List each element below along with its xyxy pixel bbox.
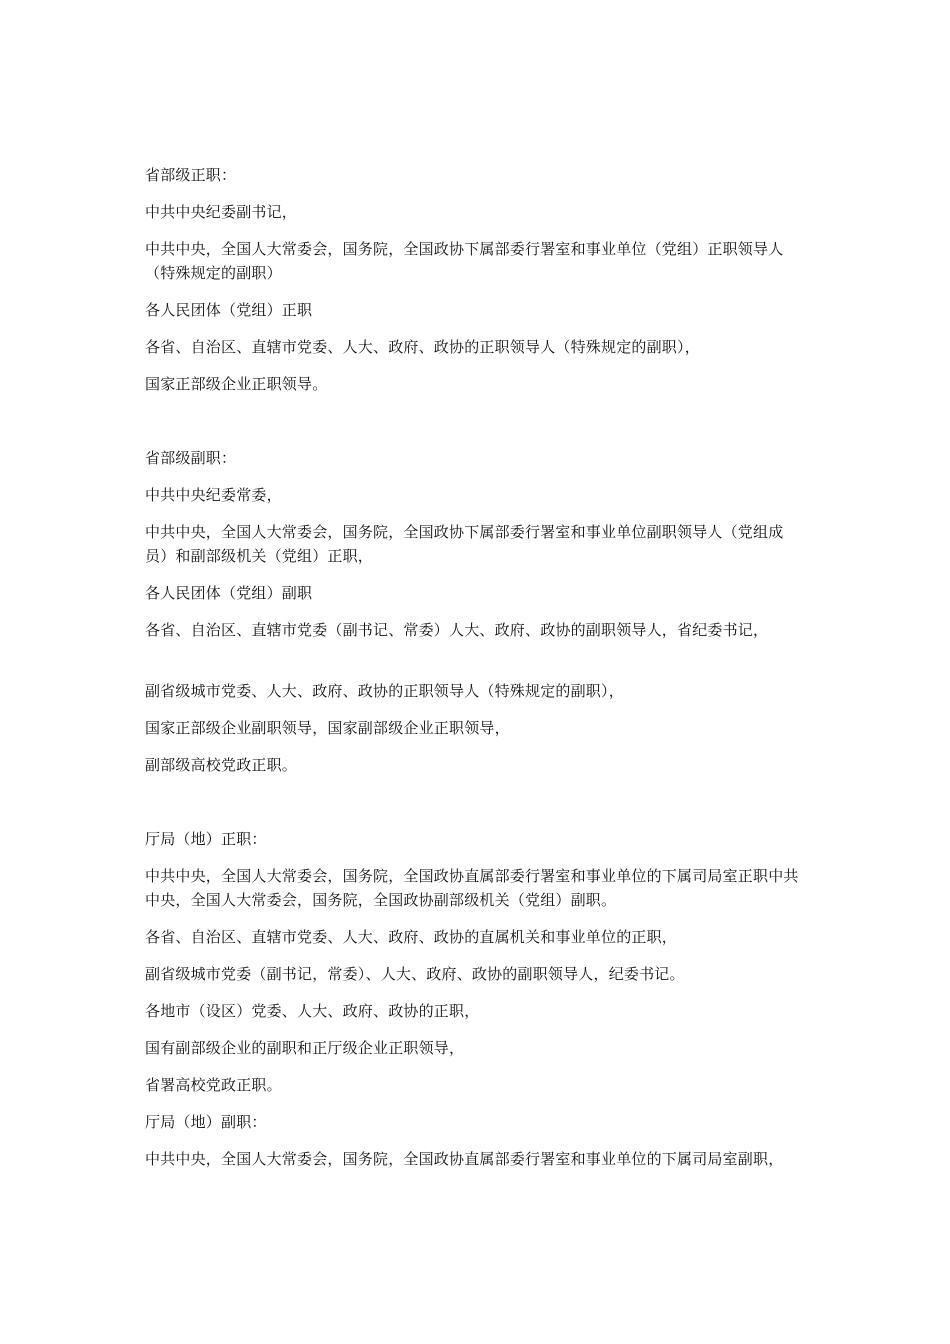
section-heading-bureau-principal: 厅局（地）正职：	[145, 830, 267, 848]
paragraph: 国有副部级企业的副职和正厅级企业正职领导，	[145, 1039, 465, 1057]
paragraph: 国家正部级企业正职领导。	[145, 375, 328, 393]
paragraph: 省署高校党政正职。	[145, 1076, 282, 1094]
paragraph: 中共中央，全国人大常委会，国务院，全国政协下属部委行署室和事业单位（党组）正职领导人（特殊规定的副职）	[145, 240, 784, 282]
paragraph: 各省、自治区、直辖市党委（副书记、常委）人大、政府、政协的副职领导人，省纪委书记，	[145, 621, 769, 639]
paragraph: 中共中央纪委常委，	[145, 486, 282, 504]
section-heading-ministerial-deputy: 省部级副职：	[145, 449, 237, 467]
section-heading-ministerial-principal: 省部级正职：	[145, 166, 237, 184]
paragraph: 各省、自治区、直辖市党委、人大、政府、政协的直属机关和事业单位的正职，	[145, 928, 678, 946]
paragraph: 国家正部级企业副职领导，国家副部级企业正职领导，	[145, 719, 510, 737]
paragraph: 副省级城市党委（副书记，常委）、人大、政府、政协的副职领导人，纪委书记。	[145, 965, 685, 983]
paragraph: 各地市（设区）党委、人大、政府、政协的正职，	[145, 1002, 480, 1020]
paragraph: 中共中央，全国人大常委会，国务院，全国政协下属部委行署室和事业单位副职领导人（党组成员）和副部级机关（党组）正职，	[145, 523, 784, 565]
paragraph: 中共中央，全国人大常委会，国务院，全国政协直属部委行署室和事业单位的下属司局室副职，	[145, 1150, 784, 1168]
paragraph: 各省、自治区、直辖市党委、人大、政府、政协的正职领导人（特殊规定的副职），	[145, 338, 700, 356]
paragraph: 副省级城市党委、人大、政府、政协的正职领导人（特殊规定的副职），	[145, 682, 624, 700]
paragraph: 中共中央纪委副书记，	[145, 203, 298, 221]
paragraph: 各人民团体（党组）副职	[145, 584, 313, 602]
paragraph: 副部级高校党政正职。	[145, 756, 298, 774]
section-heading-bureau-deputy: 厅局（地）副职：	[145, 1113, 267, 1131]
document-page	[145, 0, 805, 1344]
paragraph: 中共中央，全国人大常委会，国务院，全国政协直属部委行署室和事业单位的下属司局室正职中共中央，全国人大常委会，国务院，全国政协副部级机关（党组）副职。	[145, 867, 799, 909]
paragraph: 各人民团体（党组）正职	[145, 301, 313, 319]
